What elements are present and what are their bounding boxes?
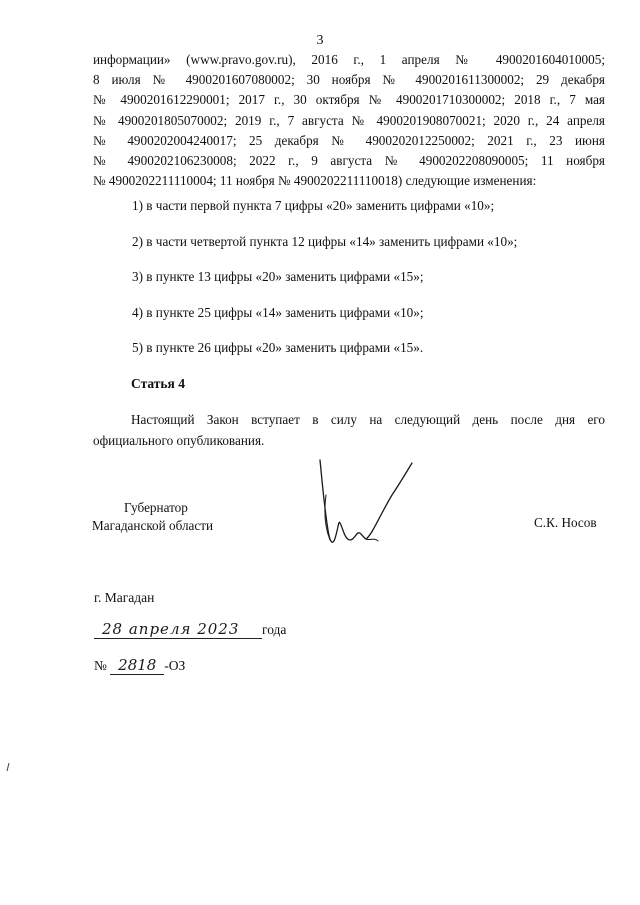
amendment-item: 2) в части четвертой пункта 12 цифры «14» заменить цифрами «10»; [132,233,518,249]
intro-line: № 4900202106230008; 2022 г., 9 августа № 4900202208090005; 11 ноября [93,153,605,169]
amendment-list [132,196,517,374]
intro-line: № 4900201805070002; 2019 г., 7 августа № 4900201908070021; 2020 г., 24 апреля [93,112,605,128]
margin-mark [6,762,10,772]
intro-paragraph [93,50,605,191]
amendment-item: 3) в пункте 13 цифры «20» заменить цифрами «15»; [132,269,424,284]
intro-line: № 4900201612290001; 2017 г., 30 октября № 4900201710300002; 2018 г., 7 мая [93,92,605,108]
effect-line: официального опубликования. [93,432,265,448]
amendment-item: 5) в пункте 26 цифры «20» заменить цифрами «15». [132,340,424,355]
intro-line: информации» (www.pravo.gov.ru), 2016 г., 1 апреля № 4900201604010005; [93,52,605,67]
city-line: г. Магадан [94,590,155,605]
intro-line: 8 июля № 4900201607080002; 30 ноября № 4900201611300002; 29 декабря [93,72,605,88]
amendment-item: 4) в пункте 25 цифры «14» заменить цифрами «10»; [132,304,424,320]
effect-line: Настоящий Закон вступает в силу на следующий день после дня его [131,412,605,427]
article-heading: Статья 4 [131,376,185,391]
number-sign: № [94,658,107,673]
handwritten-date: 28 апреля 2023 [94,620,262,639]
law-number-suffix: -ОЗ [164,658,186,673]
handwritten-law-number: 2818 [110,656,164,675]
signatory-name: С.К. Носов [534,515,597,530]
intro-line: № 4900202004240017; 25 декабря № 4900202012250002; 2021 г., 23 июня [93,132,605,148]
date-line [94,620,286,639]
signatory-title: Губернатор [124,500,188,515]
effect-paragraph [93,410,605,451]
law-number-line [94,656,185,675]
handwritten-signature [300,455,420,555]
intro-line: № 4900202211110004; 11 ноября № 4900202211110018) следующие изменения: [93,173,537,189]
page-number: 3 [316,33,324,48]
amendment-item: 1) в части первой пункта 7 цифры «20» заменить цифрами «10»; [132,198,495,213]
signatory-region: Магаданской области [92,518,214,533]
date-suffix: года [262,622,287,637]
